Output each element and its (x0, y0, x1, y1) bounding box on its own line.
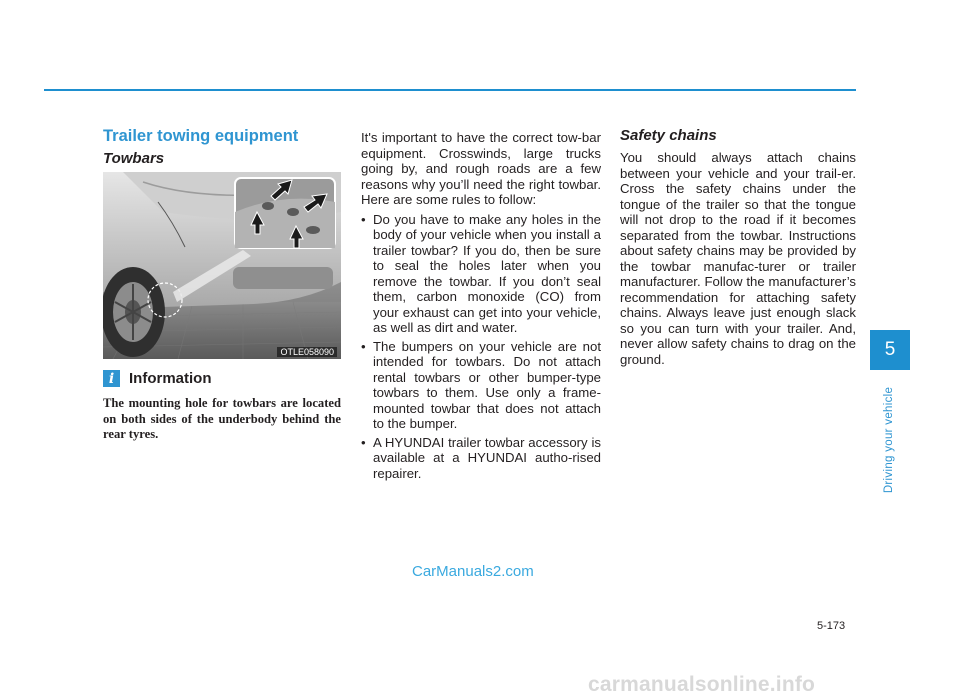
chapter-number-tab: 5 (870, 330, 910, 370)
safety-chains-heading: Safety chains (620, 127, 717, 144)
page-number: 5-173 (817, 620, 846, 632)
information-box (103, 370, 341, 443)
towbar-rules (361, 130, 601, 484)
list-item: • Do you have to make any holes in the body of your vehicle when you install a trailer towbar? If you do, then be sure to seal the holes later when you remove the towbar. If you don’t seal them, carbon monoxide (CO) from your exhaust can get into your vehicle, as well as dirt and water. (361, 212, 601, 336)
towbar-rules-list (361, 212, 601, 482)
towbars-heading: Towbars (103, 150, 165, 167)
info-icon: i (103, 370, 120, 387)
safety-chains-text: You should always attach chains between your vehicle and your trail-er. Cross the safety chains under the tongue of the trailer so that the tongue will not drop to the road if it becomes separated from the towbar. Instructions about safety chains may be provided by the towbar manufac-turer or trailer manufacturer. Follow the manufacturer’s recommendation for attaching safety chains. Always leave just enough slack so you can turn with your trailer. And, never allow safety chains to drag on the ground. (620, 150, 856, 367)
vehicle-rear-illustration (103, 172, 341, 359)
chapter-label (874, 380, 904, 500)
info-title: Information (129, 370, 212, 387)
towbar-intro: It's important to have the correct tow-bar equipment. Crosswinds, large trucks going by, and rough roads are a few reasons why you’ll need the right towbar. Here are some rules to follow: (361, 130, 601, 207)
info-text: The mounting hole for towbars are located on both sides of the underbody behind the rear tyres. (103, 396, 341, 441)
header-rule (44, 89, 856, 91)
list-item: • The bumpers on your vehicle are not intended for towbars. Do not attach rental towbars or other bumper-type towbars to them. Use only a frame-mounted towbar that does not attach to the bumper. (361, 339, 601, 432)
photo-code: OTLE058090 (277, 347, 337, 357)
chapter-label-text: Driving your vehicle (883, 386, 895, 494)
watermark-link[interactable]: CarManuals2.com (412, 563, 534, 580)
list-item: • A HYUNDAI trailer towbar accessory is available at a HYUNDAI autho-rised repairer. (361, 435, 601, 482)
towbar-mounting-photo (103, 172, 341, 359)
section-heading: Trailer towing equipment (103, 127, 299, 145)
watermark-footer: carmanualsonline.info (588, 673, 816, 696)
